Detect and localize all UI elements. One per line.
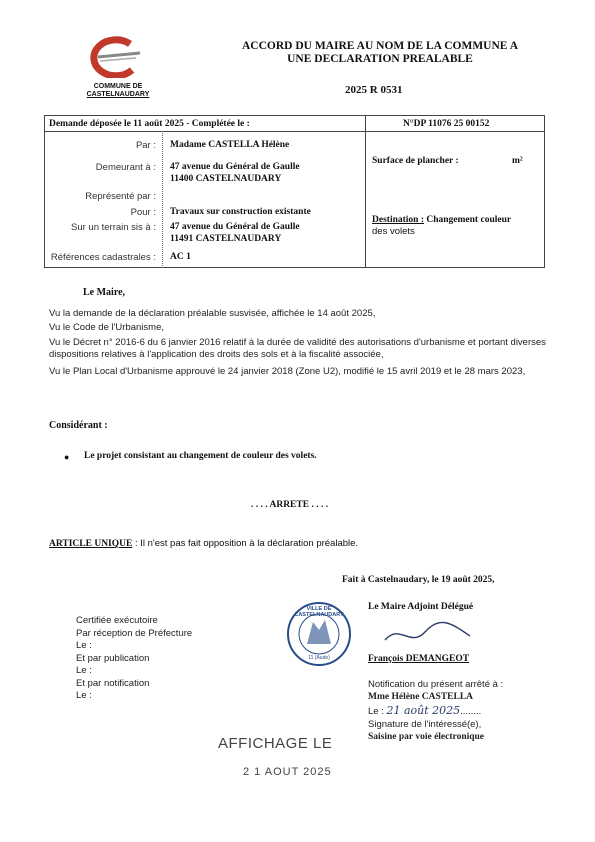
signatory-name: François DEMANGEOT [368,654,470,664]
references-label: Références cadastrales : [50,252,156,263]
terrain-label: Sur un terrain sis à : [70,222,156,233]
notification-line4: Signature de l'intéressé(e), [368,719,482,730]
demeurant-label: Demeurant à : [95,162,156,173]
logo-line2: CASTELNAUDARY [86,91,150,98]
vu-4: Vu le Plan Local d'Urbanisme approuvé le 24 janvier 2018 (Zone U2), modifié le 15 avril 2019 et le 28 mars 2023, [49,366,526,377]
terrain-line2: 11491 CASTELNAUDARY [170,234,282,244]
reference-number: 2025 R 0531 [345,84,403,96]
handwritten-date: 21 août 2025 [386,704,461,717]
label-divider [162,131,163,268]
signature-scribble-icon [380,618,480,650]
certifie-line3: Le : [76,640,92,651]
le-maire: Le Maire, [83,287,126,298]
vu-3: Vu le Décret n° 2016-6 du 6 janvier 2016 relatif à la durée de validité des autorisations d'urbanisme et portant diverses dispositions relatives à l'application des droits des sols et à la fiscalité associée, [49,337,546,360]
considerant-heading: Considérant : [49,420,108,431]
article-unique [49,538,358,549]
par-value: Madame CASTELLA Hélène [170,140,290,150]
maire-adjoint: Le Maire Adjoint Délégué [368,602,474,612]
certifie-line5: Le : [76,665,92,676]
notification-line1: Notification du présent arrêté à : [368,679,504,690]
document-title [210,40,550,66]
bullet-icon: ● [64,452,70,462]
pour-label: Pour : [130,207,156,218]
header-row-line [44,131,545,132]
commune-logo [78,36,158,98]
vu-2: Vu le Code de l'Urbanisme, [49,322,164,333]
destination-label: Destination : [372,215,424,225]
par-label: Par : [135,140,156,151]
certifie-line7: Le : [76,690,92,701]
references-value: AC 1 [170,252,191,262]
notification-block [368,678,503,744]
logo-line1: COMMUNE DE [93,83,143,90]
destination-block [372,214,542,238]
surface-label: Surface de plancher : [372,156,459,166]
title-line1: ACCORD DU MAIRE AU NOM DE LA COMMUNE A [242,40,518,52]
stamp-text: VILLE DE CASTELNAUDARY [294,606,344,618]
logo-emblem-icon [78,36,158,78]
terrain-line1: 47 avenue du Général de Gaulle [170,222,300,232]
notification-line5: Saisine par voie électronique [368,732,485,742]
vu-1: Vu la demande de la déclaration préalable susvisée, affichée le 14 août 2025, [49,308,376,319]
fait-a: Fait à Castelnaudary, le 19 août 2025, [342,575,495,585]
considerant-item: Le projet consistant au changement de couleur des volets. [84,451,317,461]
affichage-label: AFFICHAGE LE [218,735,333,752]
article-text: : Il n'est pas fait opposition à la déclaration préalable. [132,538,359,549]
certifie-line4: Et par publication [76,652,150,664]
numero-dp: N°DP 11076 25 00152 [403,119,490,129]
notification-line2: Mme Hélène CASTELLA [368,692,474,702]
pour-value: Travaux sur construction existante [170,207,311,217]
demande-text: Demande déposée le 11 août 2025 - Complétée le : [49,119,250,129]
demeurant-line1: 47 avenue du Général de Gaulle [170,162,300,172]
represente-label: Représenté par : [85,191,156,202]
header-divider [365,115,366,268]
destination-value: Changement couleur [426,215,512,225]
arrete-heading: . . . . ARRETE . . . . [251,500,329,510]
surface-unit: m² [512,156,523,166]
certifie-line1: Certifiée exécutoire [76,615,158,626]
stamp-sub: 11 (Aude) [308,655,330,661]
demeurant-line2: 11400 CASTELNAUDARY [170,174,282,184]
certifie-block [76,615,192,703]
article-label: ARTICLE UNIQUE [49,539,133,549]
certifie-line6: Et par notification [76,677,150,689]
notification-line3: Le : 21 août 2025........ [368,704,482,717]
official-stamp [285,600,353,668]
title-line2: UNE DECLARATION PREALABLE [287,53,473,65]
affichage-date: 2 1 AOUT 2025 [243,766,332,778]
certifie-line2: Par réception de Préfecture [76,627,193,639]
destination-value2: des volets [372,226,415,237]
